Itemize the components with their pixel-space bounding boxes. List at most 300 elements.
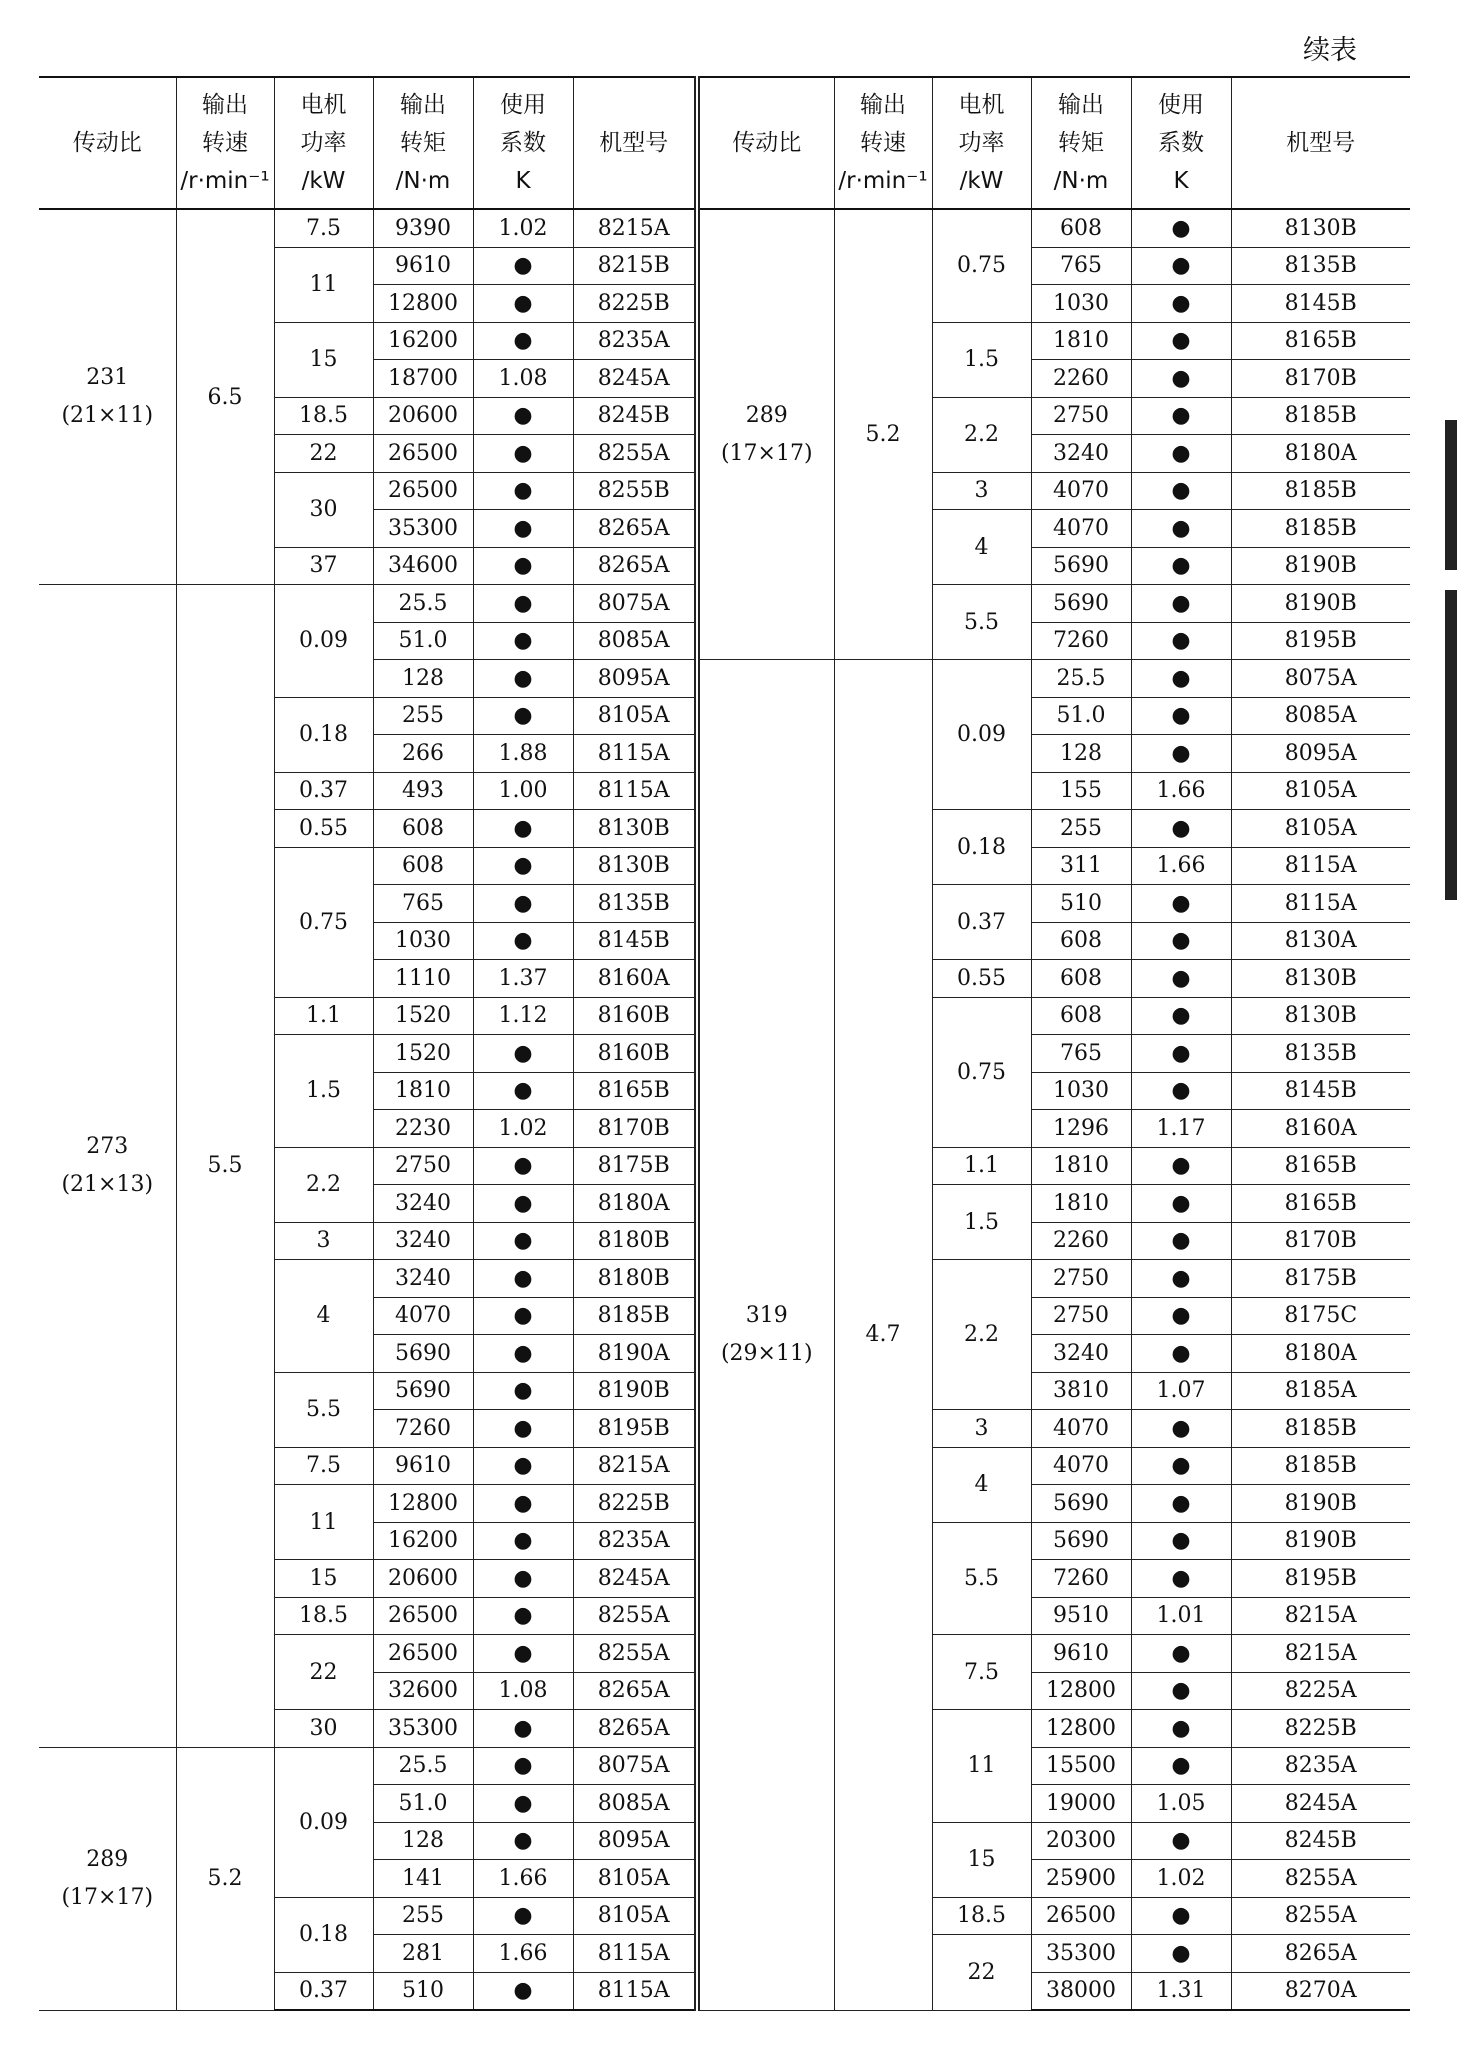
output-torque-cell: 9390: [373, 209, 473, 247]
output-torque-cell: 35300: [373, 1710, 473, 1748]
model-number-cell: 8075A: [1231, 660, 1410, 698]
model-number-cell: 8095A: [573, 1822, 697, 1860]
motor-power-cell: 0.09: [274, 585, 373, 698]
service-factor-cell: 1.66: [1131, 847, 1231, 885]
model-number-cell: 8135B: [1231, 1035, 1410, 1073]
service-factor-cell: 1.02: [473, 209, 573, 247]
model-number-cell: 8190B: [1231, 1522, 1410, 1560]
output-torque-cell: 1110: [373, 960, 473, 998]
motor-power-cell: 11: [274, 1485, 373, 1560]
table-row: [39, 209, 1410, 247]
page-edge-mark: [1445, 660, 1457, 900]
model-number-cell: 8145B: [1231, 1072, 1410, 1110]
model-number-cell: 8180B: [573, 1260, 697, 1298]
model-number-cell: 8130B: [573, 847, 697, 885]
service-factor-cell: ●: [1131, 1822, 1231, 1860]
model-number-cell: 8270A: [1231, 1972, 1410, 2010]
output-torque-cell: 1520: [373, 1035, 473, 1073]
model-number-cell: 8075A: [573, 1747, 697, 1785]
service-factor-cell: ●: [473, 1522, 573, 1560]
motor-power-cell: 0.55: [274, 810, 373, 848]
output-torque-cell: 1030: [1031, 1072, 1131, 1110]
ratio-detail: (29×11): [720, 1340, 813, 1366]
service-factor-cell: 1.66: [473, 1935, 573, 1973]
service-factor-cell: ●: [473, 547, 573, 585]
service-factor-cell: ●: [1131, 1297, 1231, 1335]
ratio-value: 273: [86, 1133, 129, 1159]
motor-power-cell: 11: [932, 1710, 1031, 1823]
model-number-cell: 8185B: [1231, 1447, 1410, 1485]
service-factor-cell: ●: [473, 322, 573, 360]
continuation-label: 续表: [1303, 35, 1357, 66]
output-torque-cell: 18700: [373, 360, 473, 398]
output-torque-cell: 7260: [1031, 622, 1131, 660]
header-service-factor: 使用 系数 K: [1131, 77, 1231, 209]
output-torque-cell: 765: [373, 885, 473, 923]
service-factor-cell: ●: [1131, 360, 1231, 398]
service-factor-cell: ●: [473, 1297, 573, 1335]
ratio-cell: [39, 585, 176, 1748]
model-number-cell: 8255B: [573, 472, 697, 510]
header-output-speed: 输出 转速 /r·min⁻¹: [176, 77, 274, 209]
model-number-cell: 8075A: [573, 585, 697, 623]
service-factor-cell: ●: [1131, 1035, 1231, 1073]
output-torque-cell: 4070: [1031, 510, 1131, 548]
model-number-cell: 8105A: [573, 1897, 697, 1935]
model-number-cell: 8115A: [573, 735, 697, 773]
output-torque-cell: 26500: [373, 1597, 473, 1635]
ratio-block: [39, 359, 176, 435]
model-number-cell: 8225B: [1231, 1710, 1410, 1748]
model-number-cell: 8265A: [573, 547, 697, 585]
model-number-cell: 8130A: [1231, 922, 1410, 960]
model-number-cell: 8175B: [1231, 1260, 1410, 1298]
output-torque-cell: 5690: [1031, 1522, 1131, 1560]
service-factor-cell: ●: [1131, 1447, 1231, 1485]
service-factor-cell: ●: [473, 1147, 573, 1185]
output-torque-cell: 16200: [373, 1522, 473, 1560]
model-number-cell: 8105A: [1231, 772, 1410, 810]
model-number-cell: 8095A: [1231, 735, 1410, 773]
motor-power-cell: 0.09: [932, 660, 1031, 810]
output-torque-cell: 51.0: [373, 622, 473, 660]
motor-power-cell: 1.5: [274, 1035, 373, 1148]
output-torque-cell: 255: [373, 697, 473, 735]
output-torque-cell: 281: [373, 1935, 473, 1973]
model-number-cell: 8185B: [1231, 397, 1410, 435]
output-torque-cell: 25.5: [373, 1747, 473, 1785]
output-torque-cell: 1296: [1031, 1110, 1131, 1148]
output-torque-cell: 12800: [373, 1485, 473, 1523]
output-torque-cell: 12800: [373, 285, 473, 323]
service-factor-cell: ●: [473, 585, 573, 623]
output-torque-cell: 7260: [373, 1410, 473, 1448]
ratio-block: [700, 397, 834, 473]
model-number-cell: 8085A: [573, 1785, 697, 1823]
output-torque-cell: 25.5: [1031, 660, 1131, 698]
model-number-cell: 8170B: [1231, 1222, 1410, 1260]
output-torque-cell: 608: [373, 810, 473, 848]
model-number-cell: 8115A: [573, 1935, 697, 1973]
output-torque-cell: 51.0: [373, 1785, 473, 1823]
output-torque-cell: 128: [373, 660, 473, 698]
service-factor-cell: 1.37: [473, 960, 573, 998]
model-number-cell: 8190B: [1231, 585, 1410, 623]
motor-power-cell: 3: [932, 1410, 1031, 1448]
service-factor-cell: ●: [1131, 1485, 1231, 1523]
header-motor-power: 电机 功率 /kW: [274, 77, 373, 209]
motor-power-cell: 30: [274, 1710, 373, 1748]
model-number-cell: 8190B: [1231, 1485, 1410, 1523]
service-factor-cell: ●: [1131, 510, 1231, 548]
ratio-value: 289: [745, 402, 788, 428]
service-factor-cell: ●: [473, 1185, 573, 1223]
output-torque-cell: 26500: [373, 435, 473, 473]
service-factor-cell: ●: [1131, 1747, 1231, 1785]
page-edge-mark: [1445, 420, 1457, 570]
service-factor-cell: ●: [1131, 472, 1231, 510]
service-factor-cell: ●: [1131, 1147, 1231, 1185]
output-torque-cell: 5690: [373, 1372, 473, 1410]
output-torque-cell: 19000: [1031, 1785, 1131, 1823]
output-torque-cell: 608: [1031, 209, 1131, 247]
ratio-value: 289: [86, 1846, 129, 1872]
service-factor-cell: ●: [1131, 585, 1231, 623]
model-number-cell: 8095A: [573, 660, 697, 698]
model-number-cell: 8165B: [1231, 1147, 1410, 1185]
model-number-cell: 8195B: [1231, 622, 1410, 660]
model-number-cell: 8105A: [1231, 810, 1410, 848]
service-factor-cell: ●: [473, 1072, 573, 1110]
header-model-number: 机型号: [1231, 77, 1410, 209]
service-factor-cell: ●: [1131, 660, 1231, 698]
output-torque-cell: 311: [1031, 847, 1131, 885]
service-factor-cell: ●: [1131, 1185, 1231, 1223]
service-factor-cell: 1.12: [473, 997, 573, 1035]
motor-power-cell: 37: [274, 547, 373, 585]
service-factor-cell: ●: [1131, 1522, 1231, 1560]
service-factor-cell: ●: [473, 1035, 573, 1073]
model-number-cell: 8255A: [573, 435, 697, 473]
model-number-cell: 8265A: [573, 1710, 697, 1748]
model-number-cell: 8265A: [573, 1672, 697, 1710]
output-torque-cell: 608: [1031, 922, 1131, 960]
model-number-cell: 8215B: [573, 247, 697, 285]
model-number-cell: 8215A: [1231, 1597, 1410, 1635]
output-torque-cell: 1030: [373, 922, 473, 960]
header-motor-power: 电机 功率 /kW: [932, 77, 1031, 209]
model-number-cell: 8115A: [573, 1972, 697, 2010]
model-number-cell: 8085A: [1231, 697, 1410, 735]
model-number-cell: 8180A: [1231, 435, 1410, 473]
service-factor-cell: ●: [1131, 1072, 1231, 1110]
output-torque-cell: 1030: [1031, 285, 1131, 323]
output-torque-cell: 141: [373, 1860, 473, 1898]
ratio-value: 231: [86, 365, 129, 390]
model-number-cell: 8190B: [1231, 547, 1410, 585]
motor-power-cell: 3: [274, 1222, 373, 1260]
output-torque-cell: 608: [1031, 960, 1131, 998]
motor-power-cell: 4: [274, 1260, 373, 1373]
service-factor-cell: ●: [473, 1447, 573, 1485]
motor-power-cell: 3: [932, 472, 1031, 510]
motor-power-cell: 7.5: [932, 1635, 1031, 1710]
header-output-speed: 输出 转速 /r·min⁻¹: [834, 77, 932, 209]
service-factor-cell: ●: [473, 1747, 573, 1785]
service-factor-cell: 1.31: [1131, 1972, 1231, 2010]
service-factor-cell: ●: [473, 1972, 573, 2010]
output-torque-cell: 9510: [1031, 1597, 1131, 1635]
header-service-factor: 使用 系数 K: [473, 77, 573, 209]
model-number-cell: 8185B: [573, 1297, 697, 1335]
model-number-cell: 8185B: [1231, 510, 1410, 548]
model-number-cell: 8130B: [573, 810, 697, 848]
output-torque-cell: 3240: [373, 1260, 473, 1298]
service-factor-cell: ●: [473, 247, 573, 285]
model-number-cell: 8105A: [573, 1860, 697, 1898]
motor-power-cell: 0.75: [274, 847, 373, 997]
motor-power-cell: 1.1: [274, 997, 373, 1035]
motor-power-cell: 15: [274, 1560, 373, 1598]
service-factor-cell: 1.01: [1131, 1597, 1231, 1635]
ratio-cell: [697, 660, 834, 2011]
service-factor-cell: ●: [1131, 397, 1231, 435]
output-torque-cell: 4070: [1031, 1447, 1131, 1485]
output-torque-cell: 5690: [373, 1335, 473, 1373]
service-factor-cell: ●: [1131, 322, 1231, 360]
model-number-cell: 8115A: [1231, 885, 1410, 923]
service-factor-cell: ●: [1131, 435, 1231, 473]
gear-reducer-spec-table: [39, 76, 1410, 2011]
model-number-cell: 8115A: [1231, 847, 1410, 885]
output-torque-cell: 15500: [1031, 1747, 1131, 1785]
model-number-cell: 8160B: [573, 997, 697, 1035]
header-output-torque: 输出 转矩 /N·m: [1031, 77, 1131, 209]
ratio-block: [700, 1297, 834, 1373]
motor-power-cell: 5.5: [274, 1372, 373, 1447]
service-factor-cell: ●: [473, 435, 573, 473]
output-speed-cell: 4.7: [834, 660, 932, 2011]
output-torque-cell: 34600: [373, 547, 473, 585]
output-torque-cell: 493: [373, 772, 473, 810]
output-torque-cell: 255: [1031, 810, 1131, 848]
output-torque-cell: 155: [1031, 772, 1131, 810]
model-number-cell: 8160A: [1231, 1110, 1410, 1148]
service-factor-cell: ●: [1131, 1222, 1231, 1260]
service-factor-cell: ●: [473, 1335, 573, 1373]
output-torque-cell: 9610: [1031, 1635, 1131, 1673]
service-factor-cell: ●: [1131, 697, 1231, 735]
model-number-cell: 8245A: [573, 360, 697, 398]
service-factor-cell: ●: [1131, 922, 1231, 960]
model-number-cell: 8180A: [1231, 1335, 1410, 1373]
ratio-block: [39, 1128, 176, 1204]
model-number-cell: 8215A: [573, 209, 697, 247]
service-factor-cell: ●: [1131, 1672, 1231, 1710]
ratio-detail: (21×11): [61, 403, 154, 428]
header-output-torque: 输出 转矩 /N·m: [373, 77, 473, 209]
service-factor-cell: 1.08: [473, 360, 573, 398]
model-number-cell: 8165B: [573, 1072, 697, 1110]
model-number-cell: 8160B: [573, 1035, 697, 1073]
model-number-cell: 8225B: [573, 285, 697, 323]
motor-power-cell: 2.2: [932, 1260, 1031, 1410]
service-factor-cell: 1.08: [473, 1672, 573, 1710]
model-number-cell: 8235A: [573, 322, 697, 360]
output-torque-cell: 9610: [373, 1447, 473, 1485]
motor-power-cell: 4: [932, 510, 1031, 585]
service-factor-cell: ●: [473, 922, 573, 960]
motor-power-cell: 0.18: [274, 1897, 373, 1972]
motor-power-cell: 15: [932, 1822, 1031, 1897]
header-model-number: 机型号: [573, 77, 697, 209]
output-torque-cell: 35300: [1031, 1935, 1131, 1973]
service-factor-cell: ●: [1131, 1335, 1231, 1373]
service-factor-cell: ●: [473, 697, 573, 735]
output-torque-cell: 32600: [373, 1672, 473, 1710]
service-factor-cell: ●: [473, 1785, 573, 1823]
output-torque-cell: 4070: [373, 1297, 473, 1335]
output-torque-cell: 26500: [373, 1635, 473, 1673]
service-factor-cell: 1.17: [1131, 1110, 1231, 1148]
model-number-cell: 8185B: [1231, 1410, 1410, 1448]
output-torque-cell: 5690: [1031, 585, 1131, 623]
model-number-cell: 8145B: [573, 922, 697, 960]
output-torque-cell: 5690: [1031, 1485, 1131, 1523]
motor-power-cell: 2.2: [932, 397, 1031, 472]
output-torque-cell: 7260: [1031, 1560, 1131, 1598]
model-number-cell: 8170B: [1231, 360, 1410, 398]
output-torque-cell: 266: [373, 735, 473, 773]
output-torque-cell: 3240: [373, 1185, 473, 1223]
ratio-detail: (17×17): [61, 1884, 154, 1910]
model-number-cell: 8130B: [1231, 209, 1410, 247]
model-number-cell: 8105A: [573, 697, 697, 735]
output-torque-cell: 2750: [1031, 1297, 1131, 1335]
output-torque-cell: 4070: [1031, 472, 1131, 510]
service-factor-cell: ●: [473, 1222, 573, 1260]
motor-power-cell: 1.1: [932, 1147, 1031, 1185]
service-factor-cell: ●: [473, 1410, 573, 1448]
model-number-cell: 8255A: [1231, 1860, 1410, 1898]
service-factor-cell: ●: [473, 1260, 573, 1298]
output-torque-cell: 51.0: [1031, 697, 1131, 735]
ratio-cell: [39, 209, 176, 585]
model-number-cell: 8185A: [1231, 1372, 1410, 1410]
output-torque-cell: 608: [1031, 997, 1131, 1035]
motor-power-cell: 0.37: [274, 772, 373, 810]
motor-power-cell: 5.5: [932, 585, 1031, 660]
output-torque-cell: 2230: [373, 1110, 473, 1148]
output-torque-cell: 12800: [1031, 1710, 1131, 1748]
service-factor-cell: 1.07: [1131, 1372, 1231, 1410]
output-torque-cell: 1810: [1031, 1185, 1131, 1223]
motor-power-cell: 15: [274, 322, 373, 397]
output-torque-cell: 1810: [373, 1072, 473, 1110]
output-torque-cell: 3240: [1031, 435, 1131, 473]
output-speed-cell: 5.5: [176, 585, 274, 1748]
output-torque-cell: 510: [1031, 885, 1131, 923]
service-factor-cell: ●: [1131, 960, 1231, 998]
service-factor-cell: ●: [473, 1560, 573, 1598]
service-factor-cell: ●: [473, 885, 573, 923]
service-factor-cell: ●: [473, 622, 573, 660]
header-ratio: 传动比: [39, 77, 176, 209]
model-number-cell: 8185B: [1231, 472, 1410, 510]
output-torque-cell: 1520: [373, 997, 473, 1035]
output-speed-cell: 6.5: [176, 209, 274, 585]
service-factor-cell: ●: [1131, 1897, 1231, 1935]
output-speed-cell: 5.2: [176, 1747, 274, 2010]
service-factor-cell: 1.66: [473, 1860, 573, 1898]
service-factor-cell: ●: [1131, 1710, 1231, 1748]
motor-power-cell: 5.5: [932, 1522, 1031, 1635]
motor-power-cell: 0.37: [274, 1972, 373, 2010]
output-torque-cell: 128: [1031, 735, 1131, 773]
service-factor-cell: ●: [473, 847, 573, 885]
service-factor-cell: 1.05: [1131, 1785, 1231, 1823]
service-factor-cell: ●: [1131, 1560, 1231, 1598]
motor-power-cell: 7.5: [274, 1447, 373, 1485]
output-torque-cell: 608: [373, 847, 473, 885]
model-number-cell: 8245A: [573, 1560, 697, 1598]
output-torque-cell: 20600: [373, 1560, 473, 1598]
service-factor-cell: ●: [473, 1485, 573, 1523]
motor-power-cell: 0.18: [932, 810, 1031, 885]
motor-power-cell: 22: [274, 435, 373, 473]
output-torque-cell: 128: [373, 1822, 473, 1860]
motor-power-cell: 18.5: [932, 1897, 1031, 1935]
model-number-cell: 8255A: [1231, 1897, 1410, 1935]
service-factor-cell: ●: [1131, 285, 1231, 323]
service-factor-cell: ●: [473, 510, 573, 548]
output-torque-cell: 20300: [1031, 1822, 1131, 1860]
motor-power-cell: 11: [274, 247, 373, 322]
ratio-cell: [697, 209, 834, 660]
model-number-cell: 8165B: [1231, 322, 1410, 360]
model-number-cell: 8225A: [1231, 1672, 1410, 1710]
output-torque-cell: 5690: [1031, 547, 1131, 585]
model-number-cell: 8130B: [1231, 960, 1410, 998]
service-factor-cell: ●: [473, 1822, 573, 1860]
model-number-cell: 8255A: [573, 1597, 697, 1635]
output-torque-cell: 2260: [1031, 360, 1131, 398]
model-number-cell: 8215A: [573, 1447, 697, 1485]
motor-power-cell: 0.18: [274, 697, 373, 772]
service-factor-cell: 1.66: [1131, 772, 1231, 810]
service-factor-cell: 1.00: [473, 772, 573, 810]
output-torque-cell: 2750: [1031, 1260, 1131, 1298]
output-torque-cell: 3240: [1031, 1335, 1131, 1373]
motor-power-cell: 22: [932, 1935, 1031, 2011]
model-number-cell: 8265A: [1231, 1935, 1410, 1973]
service-factor-cell: ●: [473, 1710, 573, 1748]
model-number-cell: 8245B: [1231, 1822, 1410, 1860]
service-factor-cell: ●: [473, 285, 573, 323]
ratio-detail: (21×13): [61, 1171, 154, 1197]
service-factor-cell: ●: [1131, 622, 1231, 660]
model-number-cell: 8235A: [573, 1522, 697, 1560]
motor-power-cell: 0.75: [932, 209, 1031, 322]
service-factor-cell: ●: [473, 660, 573, 698]
header-ratio: 传动比: [697, 77, 834, 209]
motor-power-cell: 4: [932, 1447, 1031, 1522]
output-torque-cell: 38000: [1031, 1972, 1131, 2010]
service-factor-cell: 1.88: [473, 735, 573, 773]
service-factor-cell: ●: [473, 472, 573, 510]
output-torque-cell: 12800: [1031, 1672, 1131, 1710]
service-factor-cell: ●: [1131, 735, 1231, 773]
